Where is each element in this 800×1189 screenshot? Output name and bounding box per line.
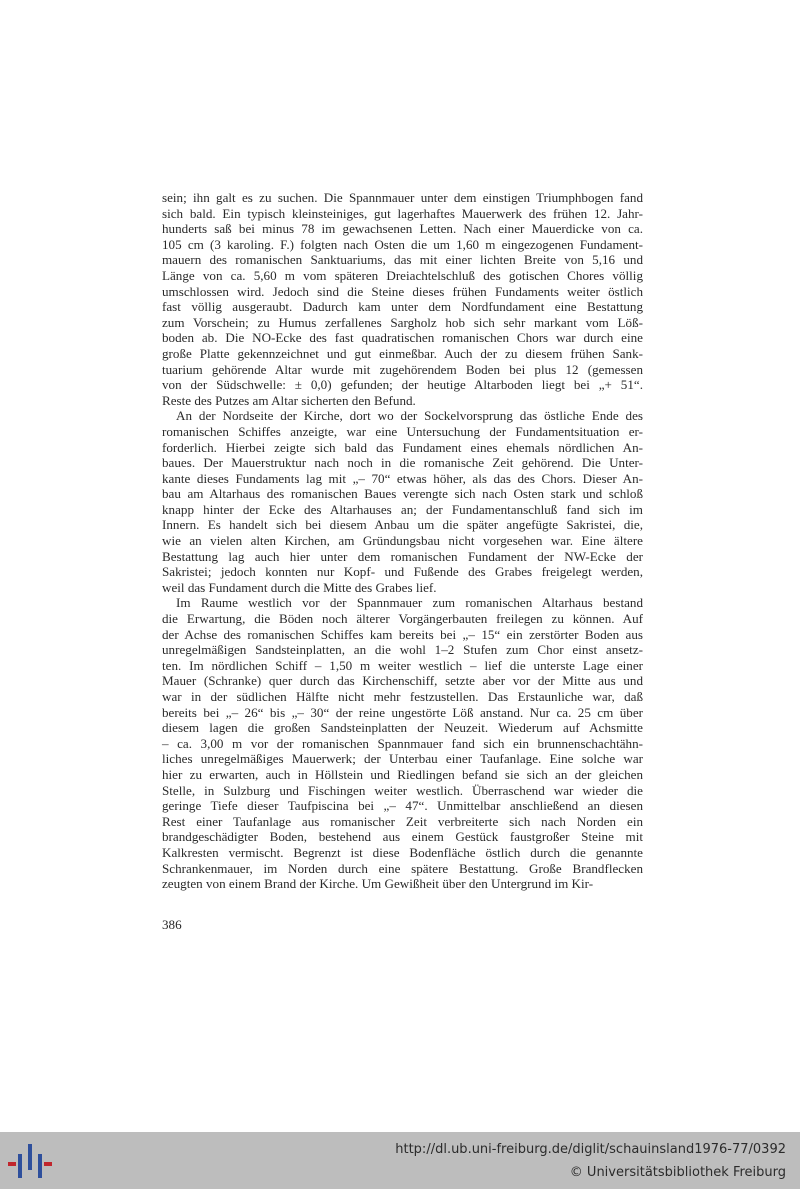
- text-line: Bestattung lag auch hier unter dem romanischen Fundament der NW-Ecke der: [162, 548, 643, 564]
- text-line: die Erwartung, die Böden noch älterer Vorgängerbauten freilegen zu können. Auf: [162, 611, 643, 627]
- text-line: zeugten von einem Brand der Kirche. Um Gewißheit über den Untergrund im Kir-: [162, 876, 594, 892]
- text-line: knapp hinter der Ecke des Altarhauses an; der Fundamentanschluß fand sich im: [162, 501, 643, 517]
- text-line: bau am Altarhaus des romanischen Baues verengte sich nach Osten stark und schloß: [162, 486, 643, 502]
- text-line: – ca. 3,00 m vor der romanischen Spannmauer fand sich ein brunnenschachtähn-: [162, 735, 643, 751]
- viewer-footer: [0, 1132, 800, 1189]
- text-line: Im Raume westlich vor der Spannmauer zum romanischen Altarhaus bestand: [176, 595, 643, 611]
- text-line: liches unregelmäßiges Mauerwerk; der Unterbau einer Taufanlage. Eine solche war: [162, 751, 643, 767]
- permalink-url[interactable]: http://dl.ub.uni-freiburg.de/diglit/schauinsland1976-77/0392: [395, 1142, 786, 1157]
- text-line: forderlich. Hierbei zeigte sich bald das Fundament eines ehemals nördlichen An-: [162, 439, 643, 455]
- text-line: hunderts saß bei minus 78 im gewachsenen Letten. Nach einer Mauerdicke von ca.: [162, 221, 643, 237]
- text-line: Kalkresten vermischt. Begrenzt ist diese Bodenfläche östlich durch die genannte: [162, 844, 643, 860]
- text-line: der Achse des romanischen Schiffes kam bereits bei „– 15“ ein zerstörter Boden aus: [162, 626, 643, 642]
- text-line: weil das Fundament durch die Mitte des Grabes lief.: [162, 579, 437, 595]
- text-line: Länge von ca. 5,60 m vom späteren Dreiachtelschluß des gotischen Chores völlig: [162, 267, 643, 283]
- ub-freiburg-logo-icon[interactable]: [8, 1140, 52, 1182]
- page-number: 386: [162, 917, 182, 932]
- text-line: war in der südlichen Hälfte nicht mehr festzustellen. Das Erstaunliche war, daß: [162, 689, 643, 704]
- text-line: mauern des romanischen Sanktuariums, das mit einer lichten Breite von 5,16 und: [162, 252, 643, 268]
- text-line: Sakristei; jedoch konnten nur Kopf- und Fußende des Grabes freigelegt werden,: [162, 564, 643, 580]
- text-line: Mauer (Schranke) quer durch das Kirchenschiff, setzte aber vor der Mitte aus und: [162, 673, 643, 689]
- text-line: unregelmäßigen Sandsteinplatten, an die wohl 1–2 Stufen zum Chor einst ansetz-: [162, 642, 643, 658]
- text-line: ten. Im nördlichen Schiff – 1,50 m weiter westlich – lief die unterste Lage einer: [162, 657, 643, 673]
- text-line: Rest einer Taufanlage aus romanischer Zeit verbreiterte sich nach Norden ein: [162, 813, 643, 829]
- text-line: von der Südschwelle: ± 0,0) gefunden; der heutige Altarboden liegt bei „+ 51“.: [162, 377, 643, 393]
- text-line: kante dieses Fundaments lag mit „– 70“ etwas höher, als das des Chors. Dieser An-: [162, 470, 643, 486]
- text-line: fast völlig ausgeraubt. Dadurch kam unter dem Nordfundament eine Bestattung: [162, 299, 643, 315]
- paragraph: [162, 408, 643, 595]
- text-line: diesem lagen die großen Sandsteinplatten der Neuzeit. Wiederum auf Achsmitte: [162, 720, 643, 736]
- text-line: brandgeschädigter Boden, bestehend aus einem Gestück faustgroßer Steine mit: [162, 829, 643, 845]
- text-line: wie an vielen alten Kirchen, am Gründungsbau nicht vorgesehen war. Eine ältere: [162, 533, 643, 549]
- body-text: [162, 190, 643, 892]
- text-line: geringe Tiefe dieser Taufpiscina bei „– 47“. Unmittelbar anschließend an diesen: [162, 798, 643, 814]
- paragraph: [162, 595, 643, 891]
- text-line: romanischen Schiffes anzeigte, war eine Untersuchung der Fundamentsituation er-: [162, 423, 643, 439]
- text-line: zum Vorschein; zu Humus zerfallenes Sargholz hob sich sehr markant vom Löß-: [162, 314, 643, 330]
- text-line: hier zu erwarten, auch in Höllstein und Riedlingen befand sie sich an der gleichen: [162, 766, 643, 782]
- text-line: Reste des Putzes am Altar sicherten den Befund.: [162, 392, 416, 408]
- copyright-notice: © Universitätsbibliothek Freiburg: [569, 1165, 786, 1180]
- paragraph: [162, 190, 643, 408]
- text-line: Schrankenmauer, im Norden durch eine spätere Bestattung. Große Brandflecken: [162, 860, 643, 876]
- text-line: sich bald. Ein typisch kleinsteiniges, gut lagerhaftes Mauerwerk des frühen 12. Jahr-: [162, 205, 643, 221]
- text-line: Innern. Es handelt sich bei diesem Anbau um die später angefügte Sakristei, die,: [162, 517, 643, 533]
- text-line: 105 cm (3 karoling. F.) folgten nach Osten die um 1,60 m eingezogenen Fundament-: [162, 236, 643, 252]
- text-line: umschlossen wird. Jedoch sind die Steine dieses frühen Fundaments weiter östlich: [162, 283, 643, 299]
- text-line: bereits bei „– 26“ bis „– 30“ der reine ungestörte Löß anstand. Nur ca. 25 cm über: [162, 704, 643, 720]
- text-line: An der Nordseite der Kirche, dort wo der Sockelvorsprung das östliche Ende des: [176, 408, 643, 424]
- text-line: baues. Der Mauerstruktur nach noch in die romanische Zeit gehörend. Die Unter-: [162, 455, 643, 471]
- text-line: boden ab. Die NO-Ecke des fast quadratischen romanischen Chors war durch eine: [162, 330, 643, 346]
- text-line: tuarium gehörende Altar wurde mit zugehörendem Boden bei plus 12 (gemessen: [162, 361, 643, 377]
- text-line: Stelle, in Sulzburg und Fischingen weiter westlich. Überraschend war wieder die: [162, 782, 643, 798]
- text-line: große Platte gekennzeichnet und gut einmeßbar. Auch der zu diesem frühen Sank-: [162, 345, 643, 361]
- text-line: sein; ihn galt es zu suchen. Die Spannmauer unter dem einstigen Triumphbogen fand: [162, 190, 643, 205]
